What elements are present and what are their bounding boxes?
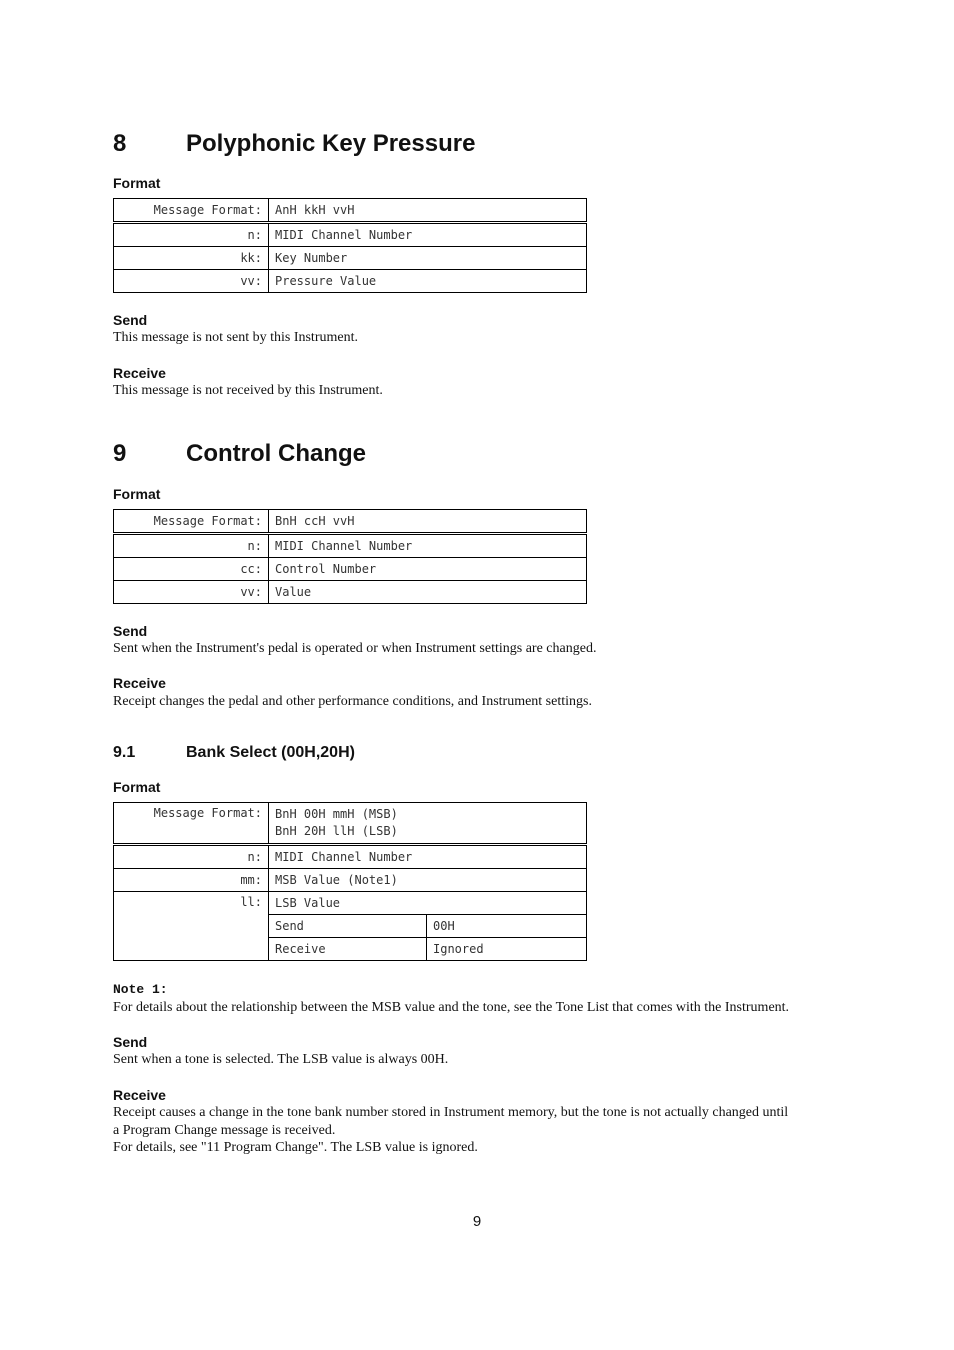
field-value: Control Number (269, 558, 587, 581)
table-row (114, 223, 587, 247)
table-row (114, 558, 587, 581)
send-text: Sent when a tone is selected. The LSB value is always 00H. (113, 1052, 449, 1067)
field-value: MIDI Channel Number (269, 845, 587, 869)
field-key: kk: (114, 247, 269, 270)
send-text: Sent when the Instrument's pedal is operated or when Instrument settings are changed. (113, 641, 597, 656)
field-key: vv: (114, 581, 269, 604)
receive-text-line: Receipt causes a change in the tone bank number stored in Instrument memory, but the tone is not actually changed until (113, 1105, 789, 1120)
table-row (114, 534, 587, 558)
sub-field-key: Send (269, 915, 427, 938)
note-text: For details about the relationship between the MSB value and the tone, see the Tone List that comes with the Instrument. (113, 1000, 790, 1015)
table-row (114, 510, 587, 534)
field-value (269, 803, 587, 845)
field-key: vv: (114, 270, 269, 293)
sub-field-key: Receive (269, 938, 427, 961)
receive-label: Receive (113, 1087, 166, 1103)
field-value: MSB Value (Note1) (269, 869, 587, 892)
field-value: MIDI Channel Number (269, 534, 587, 558)
field-key: mm: (114, 869, 269, 892)
table-row (114, 581, 587, 604)
field-key: ll: (114, 892, 269, 961)
format-table-polyphonic-key-pressure (113, 198, 587, 293)
section-title: Bank Select (00H,20H) (186, 744, 355, 761)
receive-text: This message is not received by this Instrument. (113, 383, 383, 398)
section-number: 8 (113, 130, 127, 157)
receive-label: Receive (113, 675, 166, 691)
receive-label: Receive (113, 365, 166, 381)
field-value: BnH ccH vvH (269, 510, 587, 534)
table-row (114, 199, 587, 223)
table-row (114, 892, 587, 915)
table-row (114, 247, 587, 270)
message-format-line: BnH 00H mmH (MSB) (275, 807, 398, 821)
field-key: Message Format: (114, 510, 269, 534)
sub-field-value: Ignored (427, 938, 587, 961)
field-key: n: (114, 845, 269, 869)
send-text: This message is not sent by this Instrument. (113, 330, 358, 345)
field-key: n: (114, 534, 269, 558)
page-number: 9 (472, 1213, 482, 1230)
field-value: LSB Value (269, 892, 587, 915)
note-label: Note 1: (113, 982, 168, 997)
section-9-1-heading (113, 743, 355, 763)
field-value: Value (269, 581, 587, 604)
send-label: Send (113, 312, 148, 328)
section-8-heading (113, 130, 475, 158)
field-key: n: (114, 223, 269, 247)
section-title: Control Change (186, 440, 366, 467)
send-label: Send (113, 1034, 148, 1050)
field-key: cc: (114, 558, 269, 581)
format-table-control-change (113, 509, 587, 604)
section-number: 9 (113, 440, 127, 467)
receive-text-line: a Program Change message is received. (113, 1123, 336, 1138)
receive-text: Receipt changes the pedal and other performance conditions, and Instrument settings. (113, 694, 592, 709)
table-row (114, 270, 587, 293)
field-key: Message Format: (114, 803, 269, 845)
table-row (114, 869, 587, 892)
format-label: Format (113, 175, 161, 191)
receive-text-line: For details, see "11 Program Change". The LSB value is ignored. (113, 1140, 478, 1155)
section-number: 9.1 (113, 744, 136, 761)
field-value: Pressure Value (269, 270, 587, 293)
table-row (114, 845, 587, 869)
message-format-line: BnH 20H llH (LSB) (275, 824, 398, 838)
field-key: Message Format: (114, 199, 269, 223)
sub-field-value: 00H (427, 915, 587, 938)
format-table-bank-select (113, 802, 587, 961)
format-label: Format (113, 486, 161, 502)
field-value: AnH kkH vvH (269, 199, 587, 223)
format-label: Format (113, 779, 161, 795)
table-row (114, 803, 587, 845)
section-title: Polyphonic Key Pressure (186, 130, 476, 157)
field-value: MIDI Channel Number (269, 223, 587, 247)
section-9-heading (113, 440, 366, 468)
field-value: Key Number (269, 247, 587, 270)
send-label: Send (113, 623, 148, 639)
